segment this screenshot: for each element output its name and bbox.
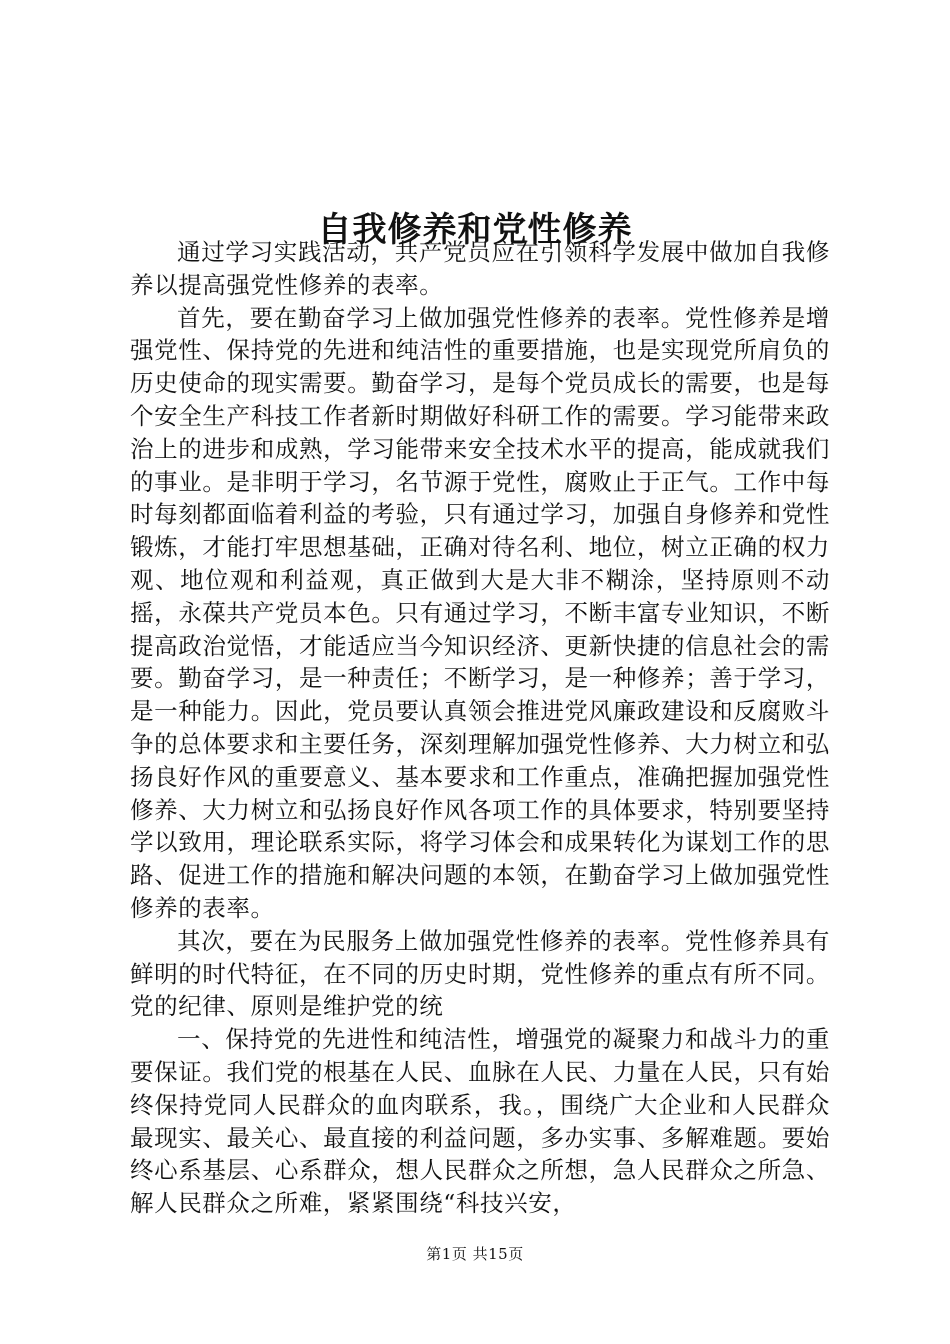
paragraph-intro: 通过学习实践活动，共产党员应在引领科学发展中做加自我修养以提高强党性修养的表率。 xyxy=(130,238,830,299)
paragraph-study: 首先，要在勤奋学习上做加强党性修养的表率。党性修养是增强党性、保持党的先进和纯洁性的重要措施，也是实现党所肩负的历史使命的现实需要。勤奋学习，是每个党员成长的需要，也是每个安全生产科技工作者新时期做好科研工作的需要。学习能带来政治上的进步和成熟，学习能带来安全技术水平的提高，能成就我们的事业。是非明于学习，名节源于党性，腐败止于正气。工作中每时每刻都面临着利益的考验，只有通过学习，加强自身修养和党性锻炼，才能打牢思想基础，正确对待名利、地位，树立正确的权力观、地位观和利益观，真正做到大是大非不糊涂，坚持原则不动摇，永葆共产党员本色。只有通过学习，不断丰富专业知识，不断提高政治觉悟，才能适应当今知识经济、更新快捷的信息社会的需要。勤奋学习，是一种责任；不断学习，是一种修养；善于学习，是一种能力。因此，党员要认真领会推进党风廉政建设和反腐败斗争的总体要求和主要任务，深刻理解加强党性修养、大力树立和弘扬良好作风的重要意义、基本要求和工作重点，准确把握加强党性修养、大力树立和弘扬良好作风各项工作的具体要求，特别要坚持学以致用，理论联系实际，将学习体会和成果转化为谋划工作的思路、促进工作的措施和解决问题的本领，在勤奋学习上做加强党性修养的表率。 xyxy=(130,303,830,922)
paragraph-purity: 一、保持党的先进性和纯洁性，增强党的凝聚力和战斗力的重要保证。我们党的根基在人民、血脉在人民、力量在人民，只有始终保持党同人民群众的血肉联系，我。，围绕广大企业和人民群众最现实、最关心、最直接的利益问题，多办实事、多解难题。要始终心系基层、心系群众，想人民群众之所想，急人民群众之所急、解人民群众之所难，紧紧围绕“科技兴安， xyxy=(130,1025,830,1218)
document-body xyxy=(130,236,830,1220)
paragraph-service: 其次，要在为民服务上做加强党性修养的表率。党性修养具有鲜明的时代特征，在不同的历史时期，党性修养的重点有所不同。党的纪律、原则是维护党的统 xyxy=(130,926,830,1021)
page-number-footer: 第1页 共15页 xyxy=(426,1245,524,1263)
document-title: 自我修养和党性修养 xyxy=(317,209,633,250)
